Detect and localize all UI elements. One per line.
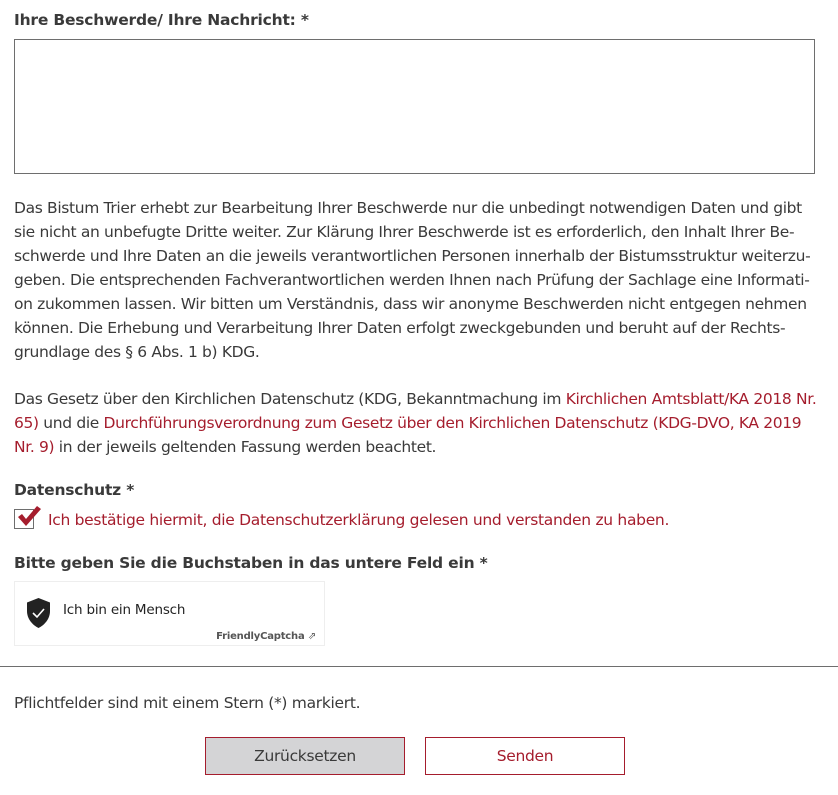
info-line: on zukommen lassen. Wir bitten um Verständnis, dass wir anonyme Beschwerden nicht entgegen nehmen [14, 295, 807, 313]
law-line-3 [14, 435, 814, 459]
law-text: in der jeweils geltenden Fassung werden beachtet. [54, 438, 437, 456]
required-note: Pflichtfelder sind mit einem Stern (*) markiert. [14, 694, 361, 712]
friendly-captcha-widget[interactable] [14, 581, 325, 646]
captcha-status: Ich bin ein Mensch [63, 602, 186, 618]
captcha-brand: FriendlyCaptcha [216, 631, 305, 642]
info-line: Das Bistum Trier erhebt zur Bearbeitung Ihrer Beschwerde nur die unbedingt notwendigen Daten und gibt [14, 199, 802, 217]
send-button[interactable]: Senden [425, 737, 625, 775]
checkmark-icon [16, 504, 42, 528]
info-line: sie nicht an unbefugte Dritte weiter. Zur Klärung Ihrer Beschwerde ist es erforderlich, den Inhalt Ihrer Be- [14, 223, 795, 241]
amtsblatt-link[interactable]: Kirchlichen Amtsblatt/KA 2018 Nr. [565, 390, 817, 408]
kdg-dvo-link-cont[interactable]: Nr. 9) [14, 438, 55, 456]
law-paragraph [14, 387, 817, 459]
divider [0, 666, 838, 667]
captcha-label: Bitte geben Sie die Buchstaben in das untere Feld ein * [14, 554, 488, 572]
info-paragraph [14, 196, 814, 364]
amtsblatt-link-cont[interactable]: 65) [14, 414, 39, 432]
privacy-checkbox[interactable] [14, 509, 34, 529]
info-line: grundlage des § 6 Abs. 1 b) KDG. [14, 343, 260, 361]
shield-check-icon [25, 597, 52, 629]
kdg-dvo-link[interactable]: Durchführungsverordnung zum Gesetz über den Kirchlichen Datenschutz (KDG-DVO, KA 2019 [103, 414, 802, 432]
reset-button[interactable]: Zurücksetzen [205, 737, 405, 775]
law-line-2 [14, 411, 814, 435]
info-line: geben. Die entsprechenden Fachverantwortlichen werden Ihnen nach Prüfung der Sachlage eine Informati- [14, 271, 810, 289]
privacy-checkbox-label[interactable]: Ich bestätige hiermit, die Datenschutzerklärung gelesen und verstanden zu haben. [48, 511, 670, 529]
message-label: Ihre Beschwerde/ Ihre Nachricht: * [14, 11, 309, 29]
law-text: Das Gesetz über den Kirchlichen Datenschutz (KDG, Bekanntmachung im [14, 390, 566, 408]
link-icon: ⇗ [307, 631, 316, 642]
law-text: und die [38, 414, 104, 432]
info-line: können. Die Erhebung und Verarbeitung Ihrer Daten erfolgt zweckgebunden und beruht auf der Rechts- [14, 319, 786, 337]
message-textarea[interactable] [14, 39, 815, 174]
info-line: schwerde und Ihre Daten an die jeweils verantwortlichen Personen innerhalb der Bistumsstruktur weiterzu- [14, 247, 811, 265]
law-line-1 [14, 387, 817, 411]
captcha-brand-link[interactable] [216, 631, 316, 642]
privacy-label: Datenschutz * [14, 481, 135, 499]
